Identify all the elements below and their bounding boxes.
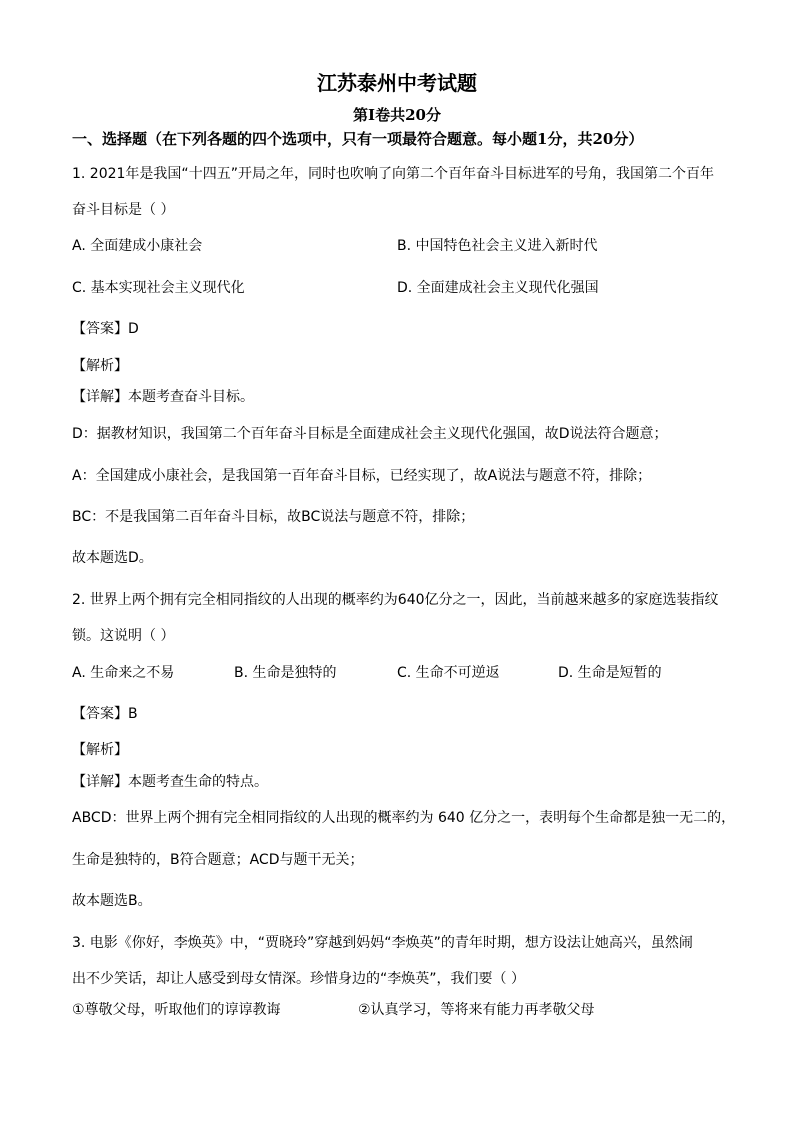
q1-option-a: A. 全面建成小康社会 xyxy=(72,238,203,254)
q1-answer: 【答案】D xyxy=(72,321,139,337)
q3-stem-line2: 出不少笑话，却让人感受到母女情深。珍惜身边的“李焕英”，我们要（ ） xyxy=(72,971,525,987)
q1-option-d: D. 全面建成社会主义现代化强国 xyxy=(397,280,599,296)
q1-detail: 【详解】本题考查奋斗目标。 xyxy=(72,389,254,405)
q1-stem-line2: 奋斗目标是（ ） xyxy=(72,202,175,218)
document-subtitle: 第Ⅰ卷共20分 xyxy=(353,106,441,124)
q1-stem-line1: 1. 2021年是我国“十四五”开局之年，同时也吹响了向第二个百年奋斗目标进军的号角，我国第二个百年 xyxy=(72,166,714,182)
q2-stem-line1: 2. 世界上两个拥有完全相同指纹的人出现的概率约为640亿分之一，因此，当前越来越多的家庭选装指纹 xyxy=(72,592,719,608)
document-title: 江苏泰州中考试题 xyxy=(317,71,477,95)
q3-statement-1: ①尊敬父母，听取他们的谆谆教诲 xyxy=(72,1002,281,1018)
section-heading: 一、选择题（在下列各题的四个选项中，只有一项最符合题意。每小题1分，共20分） xyxy=(72,130,644,148)
q1-option-c: C. 基本实现社会主义现代化 xyxy=(72,280,245,296)
q2-explanation-line2: 生命是独特的，B符合题意；ACD与题干无关； xyxy=(72,852,364,868)
q1-option-b: B. 中国特色社会主义进入新时代 xyxy=(397,238,598,254)
q2-explanation-line1: ABCD：世界上两个拥有完全相同指纹的人出现的概率约为 640 亿分之一，表明每个生命都是独一无二的， xyxy=(72,810,736,826)
q2-answer: 【答案】B xyxy=(72,706,138,722)
q1-explanation-a: A：全国建成小康社会，是我国第一百年奋斗目标，已经实现了，故A说法与题意不符，排除； xyxy=(72,468,652,484)
q3-stem-line1: 3. 电影《你好，李焕英》中，“贾晓玲”穿越到妈妈“李焕英”的青年时期，想方设法让她高兴，虽然闹 xyxy=(72,935,693,951)
q1-explanation-bc: BC：不是我国第二百年奋斗目标，故BC说法与题意不符，排除； xyxy=(72,509,475,525)
q1-analysis-label: 【解析】 xyxy=(72,358,128,374)
q2-detail: 【详解】本题考查生命的特点。 xyxy=(72,774,268,790)
q2-option-b: B. 生命是独特的 xyxy=(234,665,337,681)
q2-option-c: C. 生命不可逆返 xyxy=(397,665,500,681)
q2-conclusion: 故本题选B。 xyxy=(72,893,152,909)
q2-stem-line2: 锁。这说明（ ） xyxy=(72,628,175,644)
q2-option-a: A. 生命来之不易 xyxy=(72,665,175,681)
q2-option-d: D. 生命是短暂的 xyxy=(558,665,662,681)
q1-explanation-d: D：据教材知识，我国第二个百年奋斗目标是全面建成社会主义现代化强国，故D说法符合题意； xyxy=(72,426,668,442)
q1-conclusion: 故本题选D。 xyxy=(72,550,153,566)
q2-analysis-label: 【解析】 xyxy=(72,742,128,758)
q3-statement-2: ②认真学习，等将来有能力再孝敬父母 xyxy=(358,1002,595,1018)
